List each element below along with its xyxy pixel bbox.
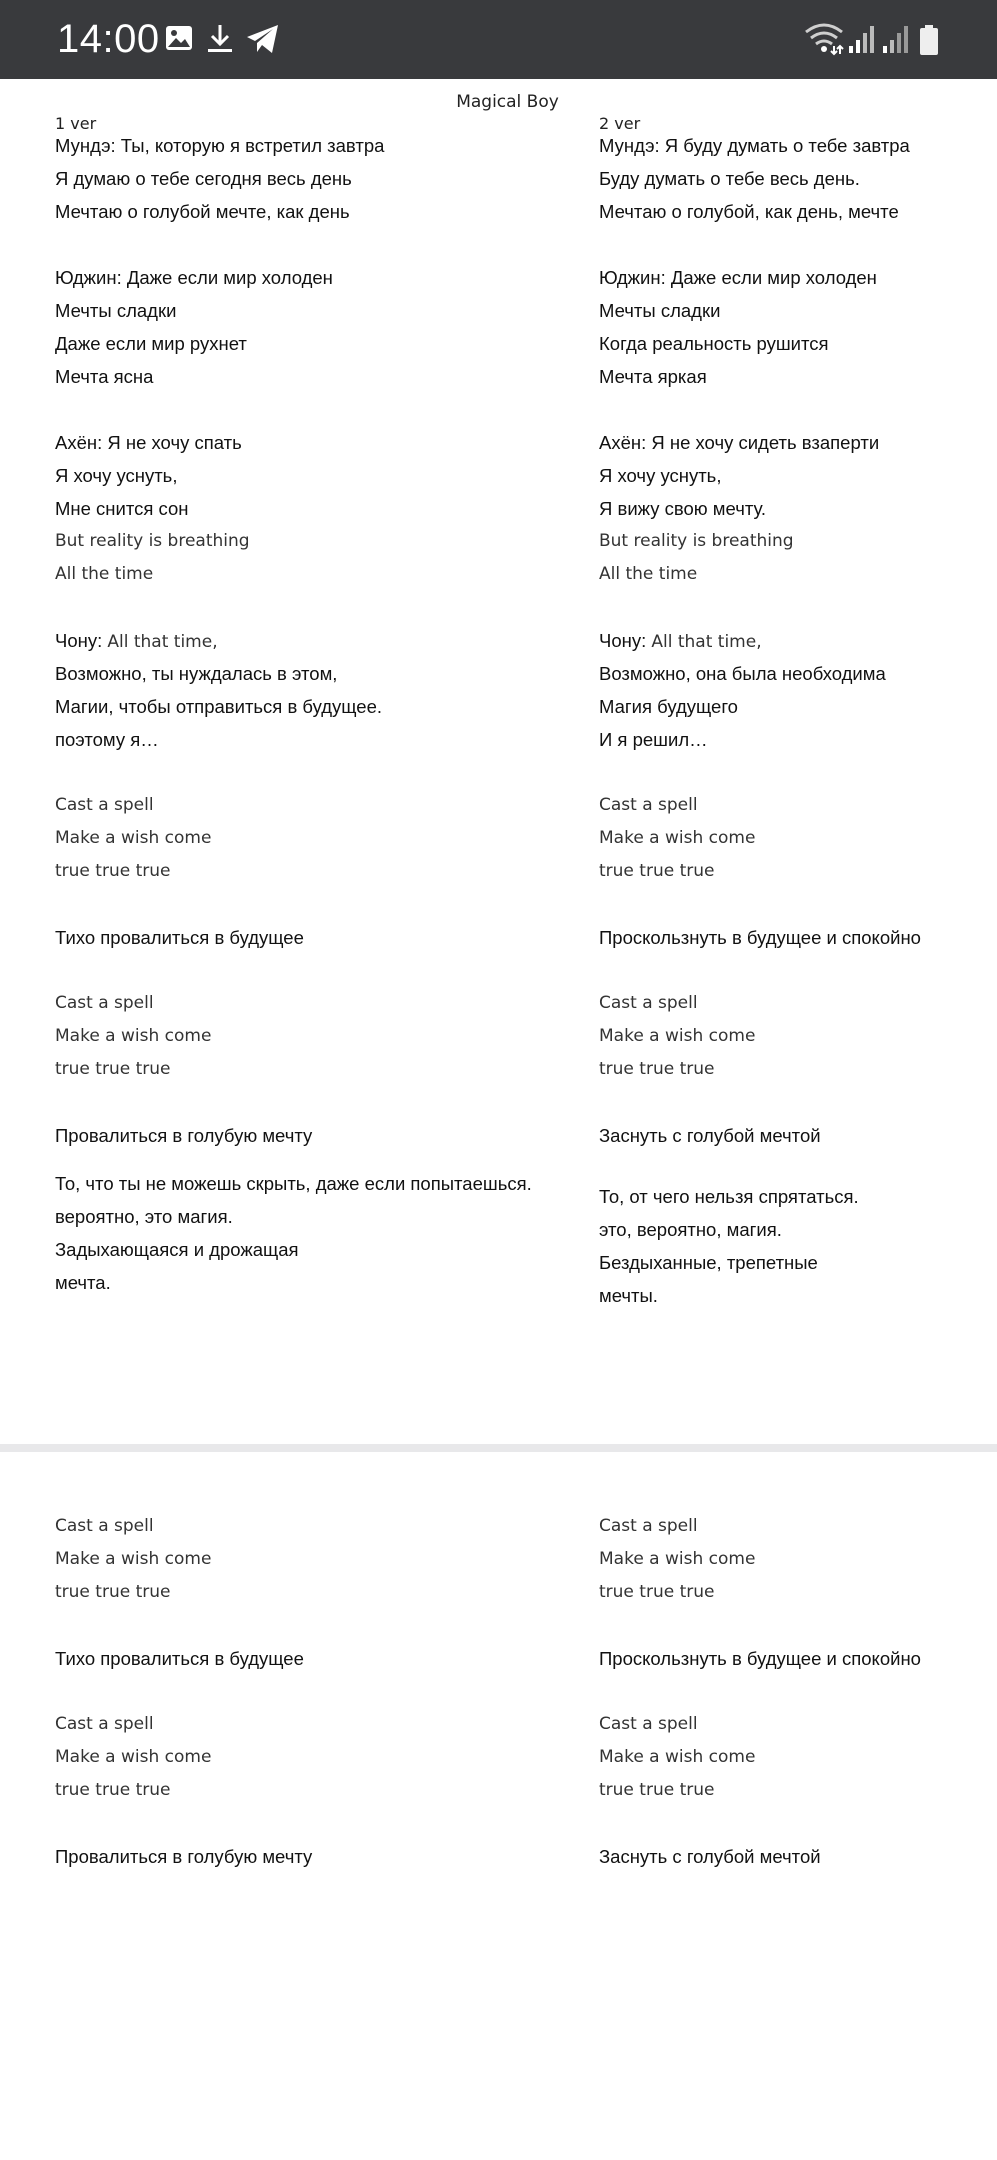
- document-title: Magical Boy: [456, 92, 559, 112]
- battery-icon: [918, 24, 940, 61]
- lyric-line: true true true: [599, 861, 715, 881]
- stanza-gap: [599, 1086, 997, 1119]
- lyric-line: Мне снится сон: [55, 498, 189, 519]
- stanza-gap: [599, 954, 997, 987]
- lyric-line: Магия будущего: [599, 696, 738, 717]
- lyric-line: Cast a spell: [55, 993, 154, 1013]
- lyric-line: Заснуть с голубой мечтой: [599, 1125, 821, 1146]
- lyric-line: All the time: [599, 564, 698, 584]
- lyric-line: Я хочу уснуть,: [55, 465, 178, 486]
- lyric-line: Задыхающаяся и дрожащая: [55, 1239, 299, 1260]
- lyric-line: Make a wish come: [55, 1026, 212, 1046]
- lyric-line: То, от чего нельзя спрятаться.: [599, 1186, 859, 1207]
- telegram-icon: [245, 22, 281, 61]
- lyric-line: Cast a spell: [599, 795, 698, 815]
- lyric-line: Cast a spell: [55, 795, 154, 815]
- lyric-line: мечты.: [599, 1285, 658, 1306]
- lyric-line: мечта.: [55, 1272, 111, 1293]
- status-bar: [0, 0, 997, 79]
- lyric-line: Мечта яркая: [599, 366, 707, 387]
- lyric-line: Буду думать о тебе весь день.: [599, 168, 860, 189]
- lyric-line: То, что ты не можешь скрыть, даже если попытаешься.: [55, 1173, 532, 1194]
- lyric-line: Мундэ: Я буду думать о тебе завтра: [599, 135, 910, 156]
- stanza-gap: [599, 888, 997, 921]
- lyric-line: Юджин: Даже если мир холоден: [599, 267, 877, 288]
- lyric-line: But reality is breathing: [55, 531, 250, 551]
- stanza-gap: [55, 1609, 515, 1642]
- stanza-gap: [599, 393, 997, 426]
- signal-icon: [848, 24, 874, 59]
- column-1-label: 1 ver: [55, 114, 97, 133]
- lyric-line: Мечты сладки: [55, 300, 177, 321]
- lyric-line: Мечты сладки: [599, 300, 721, 321]
- lyric-line: Cast a spell: [599, 1714, 698, 1734]
- lyric-line: Чону: All that time,: [55, 630, 218, 652]
- lyric-line: true true true: [55, 1582, 171, 1602]
- lyric-line: Я вижу свою мечту.: [599, 498, 767, 519]
- column-2-lyrics: [599, 1510, 997, 1873]
- stanza-gap: [599, 1609, 997, 1642]
- lyric-line: Бездыханные, трепетные: [599, 1252, 818, 1273]
- lyric-line: Провалиться в голубую мечту: [55, 1125, 313, 1146]
- lyric-line: true true true: [55, 1780, 171, 1800]
- lyric-line: Make a wish come: [55, 828, 212, 848]
- lyric-line: Cast a spell: [55, 1714, 154, 1734]
- lyric-line: But reality is breathing: [599, 531, 794, 551]
- lyric-line: Make a wish come: [599, 1747, 756, 1767]
- lyric-line: Ахён: Я не хочу спать: [55, 432, 242, 453]
- stanza-gap: [55, 228, 515, 261]
- lyric-line: Когда реальность рушится: [599, 333, 829, 354]
- stanza-gap: [55, 1807, 515, 1840]
- stanza-gap: [55, 954, 515, 987]
- lyric-line: Cast a spell: [599, 1516, 698, 1536]
- lyric-line: Возможно, она была необходима: [599, 663, 886, 684]
- column-1-lyrics-tail: [55, 1167, 532, 1299]
- lyric-line: true true true: [599, 1780, 715, 1800]
- stanza-gap: [55, 393, 515, 426]
- lyric-line: Ахён: Я не хочу сидеть взаперти: [599, 432, 880, 453]
- page-separator: [0, 1444, 997, 1452]
- stanza-gap: [55, 1675, 515, 1708]
- lyric-line: true true true: [55, 861, 171, 881]
- lyric-line: Юджин: Даже если мир холоден: [55, 267, 333, 288]
- column-2-label: 2 ver: [599, 114, 641, 133]
- document-page-2: [0, 1452, 997, 2160]
- lyric-line: Make a wish come: [599, 1026, 756, 1046]
- signal-icon: [882, 24, 908, 59]
- stanza-gap: [599, 591, 997, 624]
- lyric-line: вероятно, это магия.: [55, 1206, 233, 1227]
- lyric-line: это, вероятно, магия.: [599, 1219, 782, 1240]
- lyric-line: Make a wish come: [55, 1549, 212, 1569]
- lyric-line: Я думаю о тебе сегодня весь день: [55, 168, 352, 189]
- column-2-lyrics-tail: [599, 1180, 997, 1312]
- lyric-line: Мундэ: Ты, которую я встретил завтра: [55, 135, 385, 156]
- image-icon: [164, 23, 194, 58]
- lyric-line: Cast a spell: [55, 1516, 154, 1536]
- stanza-gap: [599, 228, 997, 261]
- lyric-line: Магии, чтобы отправиться в будущее.: [55, 696, 383, 717]
- lyric-line: true true true: [599, 1582, 715, 1602]
- lyric-line: Проскользнуть в будущее и спокойно: [599, 1648, 921, 1669]
- column-1-lyrics: [55, 1510, 515, 1873]
- wifi-icon: [804, 22, 844, 61]
- lyric-line: Тихо провалиться в будущее: [55, 1648, 304, 1669]
- lyric-line: Мечта ясна: [55, 366, 154, 387]
- lyric-line: Make a wish come: [599, 828, 756, 848]
- stanza-gap: [599, 1675, 997, 1708]
- lyric-line: Возможно, ты нуждалась в этом,: [55, 663, 338, 684]
- column-2-lyrics: [599, 129, 997, 1152]
- lyric-line: Даже если мир рухнет: [55, 333, 247, 354]
- lyric-line: Я хочу уснуть,: [599, 465, 722, 486]
- column-1-lyrics: [55, 129, 515, 1152]
- lyric-line: Make a wish come: [55, 1747, 212, 1767]
- stanza-gap: [599, 756, 997, 789]
- stanza-gap: [55, 591, 515, 624]
- lyric-line: Провалиться в голубую мечту: [55, 1846, 313, 1867]
- stanza-gap: [599, 1807, 997, 1840]
- lyric-line: All the time: [55, 564, 154, 584]
- lyric-line: true true true: [55, 1059, 171, 1079]
- lyric-line: Заснуть с голубой мечтой: [599, 1846, 821, 1867]
- lyric-line: И я решил…: [599, 729, 708, 750]
- lyric-line: Чону: All that time,: [599, 630, 762, 652]
- lyric-line: Мечтаю о голубой мечте, как день: [55, 201, 350, 222]
- stanza-gap: [55, 756, 515, 789]
- document-page-1: [0, 79, 997, 1444]
- download-icon: [205, 23, 235, 60]
- stanza-gap: [55, 1086, 515, 1119]
- clock: 14:00: [57, 17, 160, 61]
- lyric-line: true true true: [599, 1059, 715, 1079]
- lyric-line: Проскользнуть в будущее и спокойно: [599, 927, 921, 948]
- stanza-gap: [55, 888, 515, 921]
- lyric-line: Мечтаю о голубой, как день, мечте: [599, 201, 899, 222]
- lyric-line: Make a wish come: [599, 1549, 756, 1569]
- lyric-line: Тихо провалиться в будущее: [55, 927, 304, 948]
- lyric-line: поэтому я…: [55, 729, 159, 750]
- lyric-line: Cast a spell: [599, 993, 698, 1013]
